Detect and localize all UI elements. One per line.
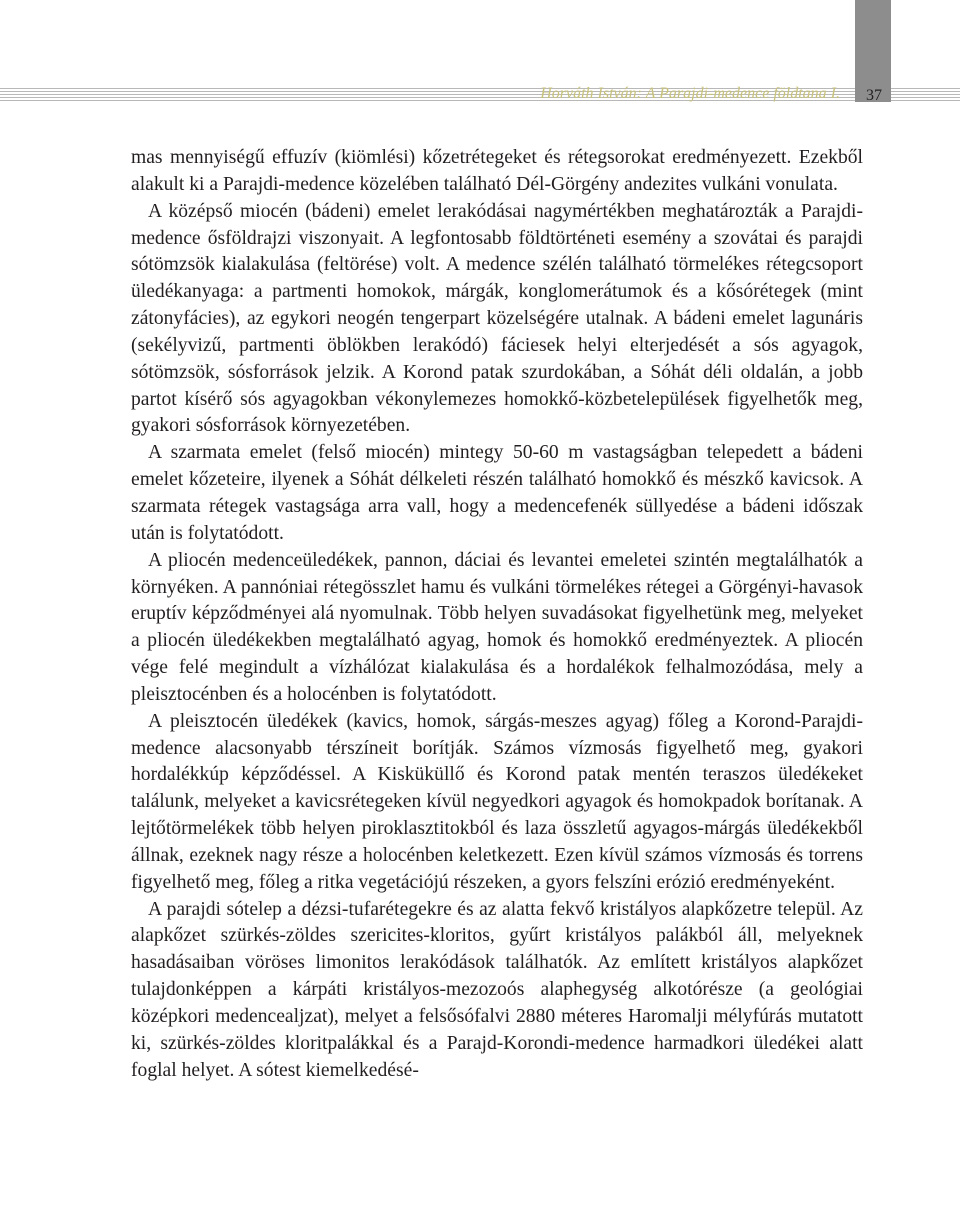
paragraph: mas mennyiségű effuzív (kiömlési) kőzetrétegeket és rétegsorokat eredményezett. Ezekből alakult ki a Parajdi-medence közelében található Dél-Görgény andezites vulkáni vonulata. (131, 147, 863, 195)
paragraph: A szarmata emelet (felső miocén) mintegy 50-60 m vastagságban telepedett a bádeni emelet kőzeteire, ilyenek a Sóhát délkeleti részén található homokkő és mészkő kavicsok. A szarmata rétegek vastagsága arra vall, hogy a medencefenék süllyedése a bádeni időszak után is folytatódott. (131, 442, 863, 544)
paragraph: A pliocén medenceüledékek, pannon, dáciai és levantei emeletei szintén megtalálhatók a környéken. A pannóniai rétegösszlet hamu és vulkáni törmelékes rétegei a Görgényi-havasok eruptív képződményei alá nyomulnak. Több helyen suvadásokat figyelhetünk meg, melyeket a pliocén üledékekben megtalálható agyag, homok és homokkő eredményeztek. A pliocén vége felé megindult a vízhálózat kialakulása és a hordalékok felhalmozódása, mely a pleisztocénben és a holocénben is folytatódott. (131, 549, 863, 705)
paragraph: A parajdi sótelep a dézsi-tufarétegekre és az alatta fekvő kristályos alapkőzetre települ. Az alapkőzet szürkés-zöldes szericites-kloritos, gyűrt kristályos palákból áll, melyeknek hasadásaiban vöröses limonitos lerakódások találhatók. Az említett kristályos alapkőzet tulajdonképpen a kárpáti kristályos-mezozoós alaphegység alkotórésze (a geológiai középkori medencealjzat), melyet a felsősófalvi 2880 méteres Haromalji mélyfúrás mutatott ki, szürkés-zöldes kloritpalákkal és a Parajd-Korondi-medence harmadkori üledékei alatt foglal helyet. A sótest kiemelkedésé- (131, 898, 863, 1081)
body-text (131, 145, 863, 1085)
page-number: 37 (866, 87, 882, 104)
running-head: Horváth István: A Parajdi-medence földtana I. (540, 85, 840, 102)
paragraph: A középső miocén (bádeni) emelet lerakódásai nagymértékben meghatározták a Parajdi-medence ősföldrajzi viszonyait. A legfontosabb földtörténeti esemény a szovátai és parajdi sótömzsök kialakulása (feltörése) volt. A medence szélén található törmelékes rétegcsoport üledékanyaga: a partmenti homokok, márgák, konglomerátumok és a kősórétegek (mint zátonyfácies), az egykori neogén tengerpart közelségére utalnak. A bádeni emelet lagunáris (sekélyvizű, partmenti öblökben lerakódó) fáciesek helyi elterjedését a sós agyagok, sótömzsök, sósforrások jelzik. A Korond patak szurdokában, a Sóhát déli oldalán, a jobb partot kísérő sós agyagokban vékonylemezes homokkő-közbetelepülések figyelhetők meg, gyakori sósforrások környezetében. (131, 200, 863, 437)
paragraph: A pleisztocén üledékek (kavics, homok, sárgás-meszes agyag) főleg a Korond-Parajdi-medence alacsonyabb térszíneit borítják. Számos vízmosás figyelhető meg, gyakori hordalékkúp képződéssel. A Kisküküllő és Korond patak mentén teraszos üledékeket találunk, melyeket a kavicsrétegeken kívül negyedkori agyagok és homokpadok borítanak. A lejtőtörmelékek több helyen piroklasztitokból és laza összletű agyagos-márgás üledékekből állnak, ezeknek nagy része a holocénben keletkezett. Ezen kívül számos vízmosás és torrens figyelhető meg, főleg a ritka vegetációjú részeken, a gyors felszíni erózió eredményeként. (131, 710, 863, 893)
